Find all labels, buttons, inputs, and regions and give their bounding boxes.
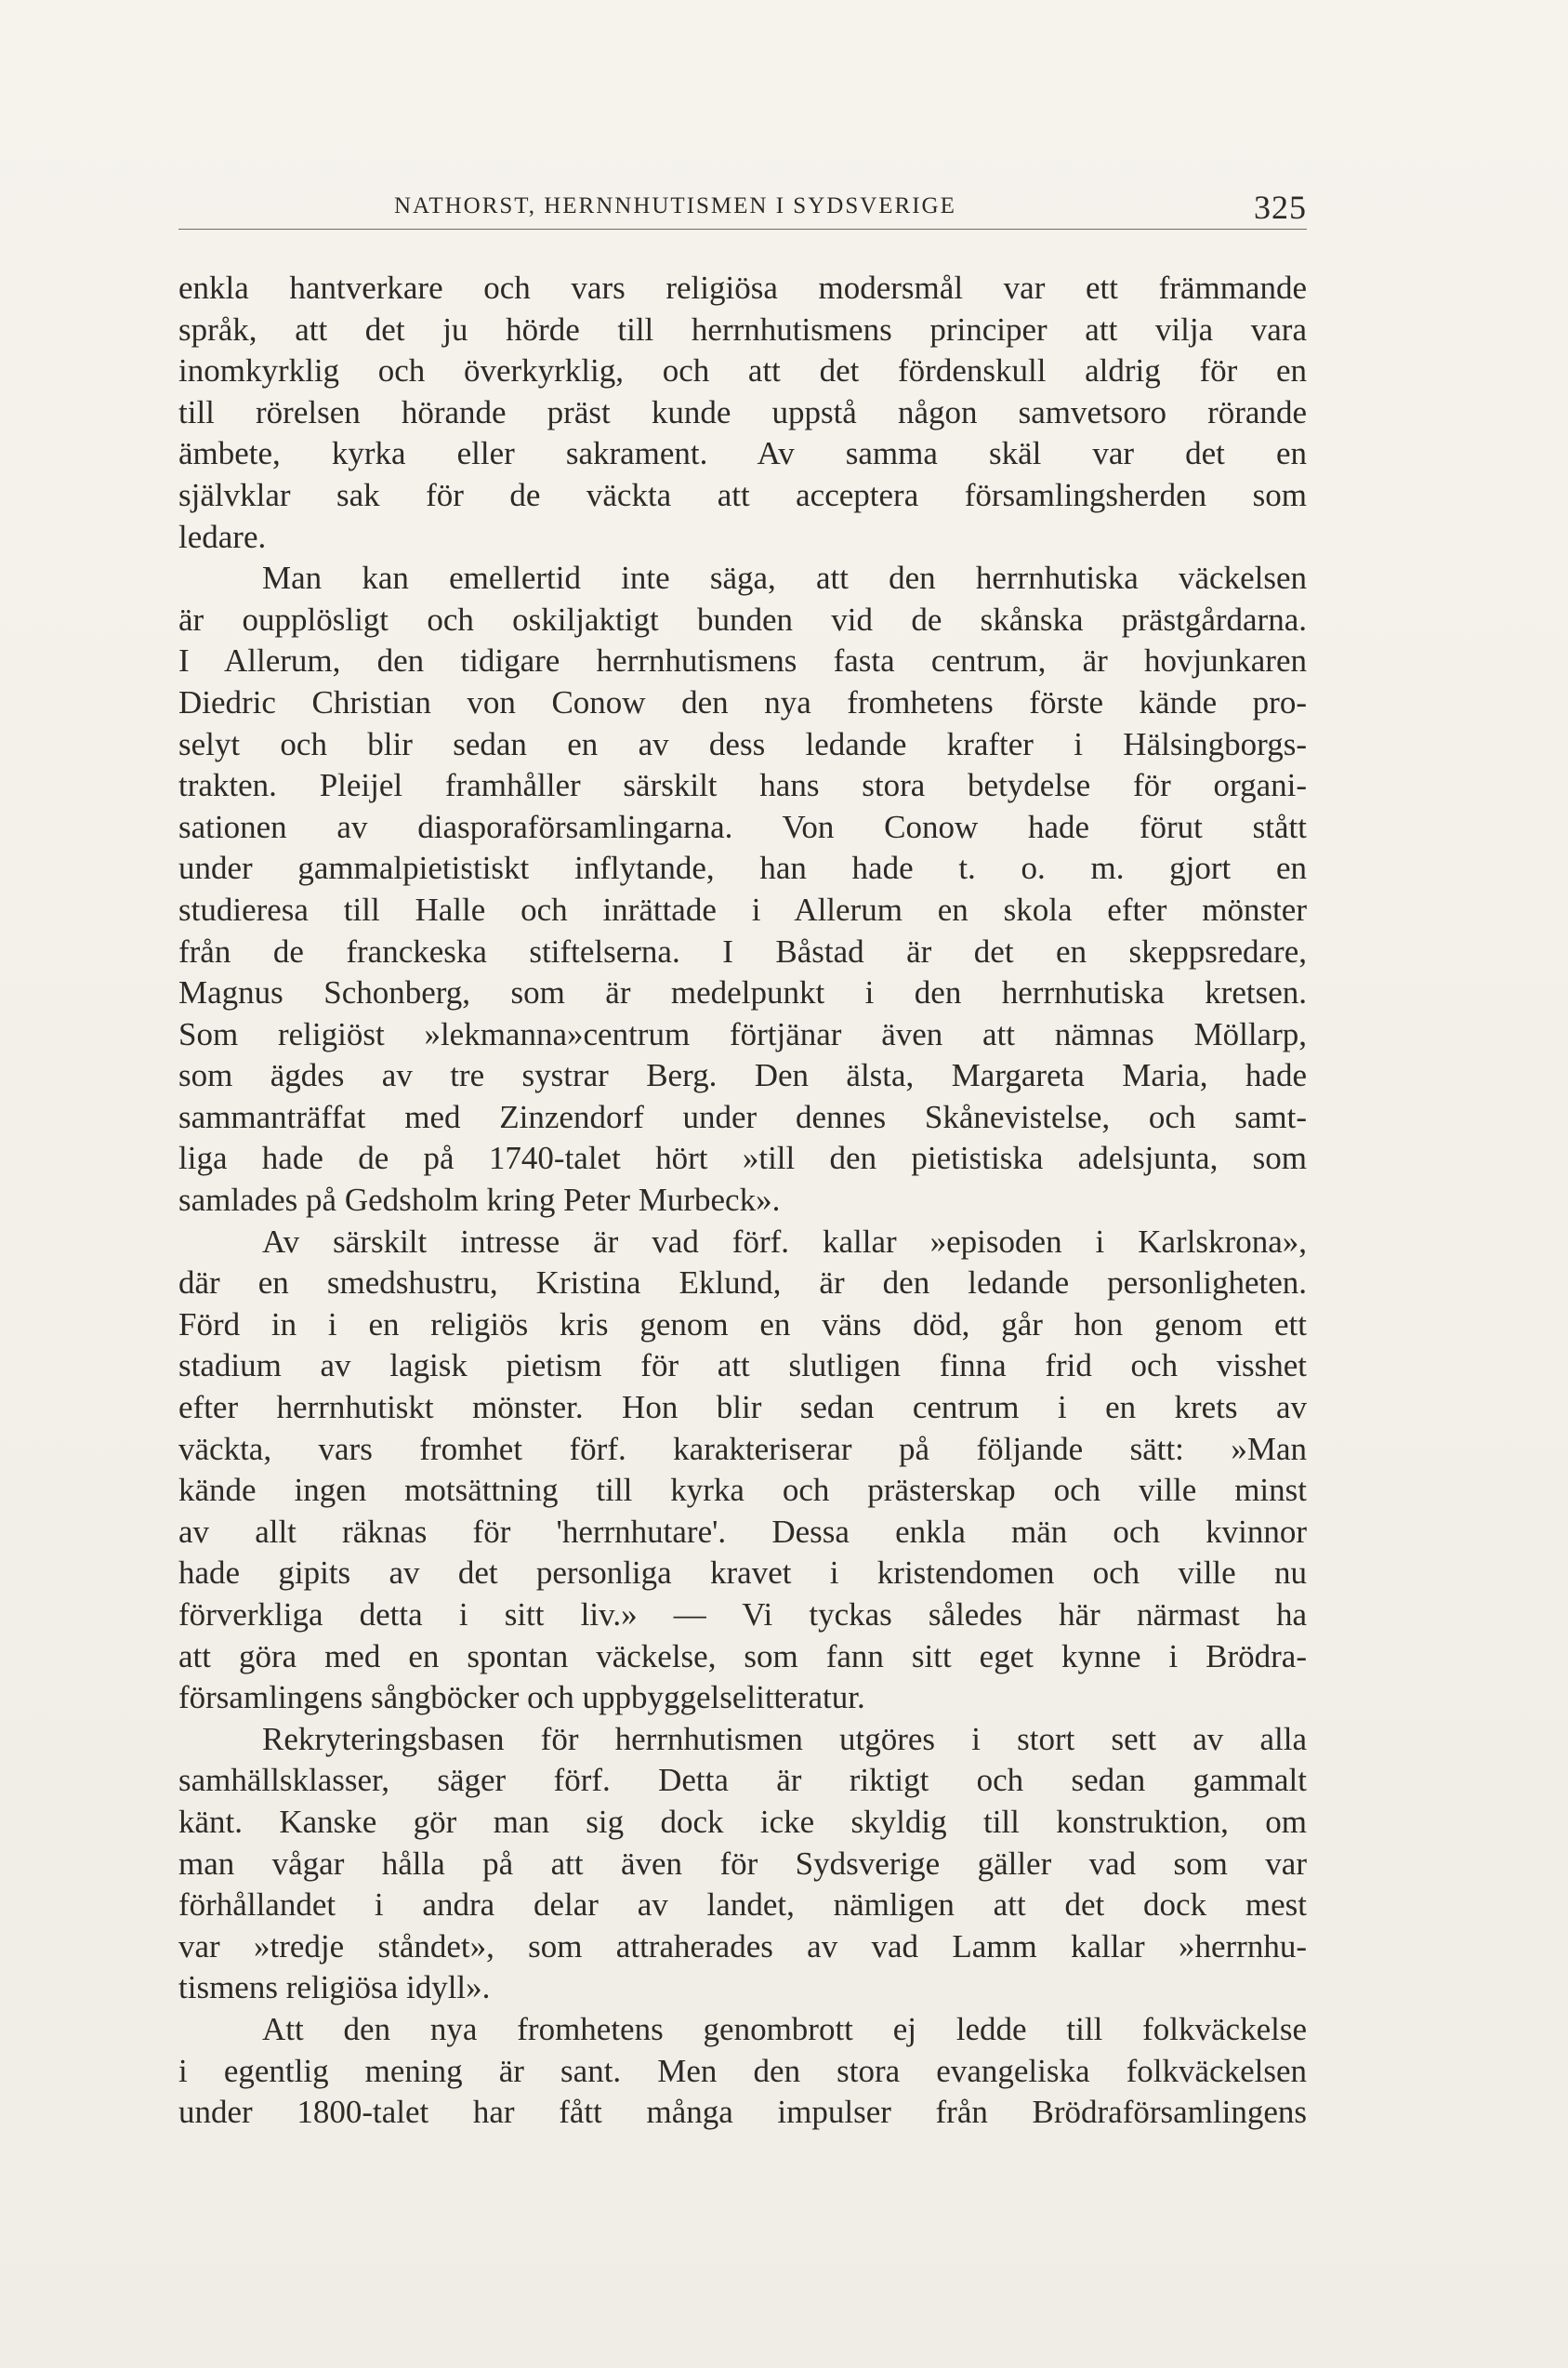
text-line: språk, att det ju hörde till herrnhutismens principer att vilja vara: [178, 311, 1307, 348]
text-line: samhällsklasser, säger förf. Detta är riktigt och sedan gammalt: [178, 1762, 1307, 1799]
text-line: Magnus Schonberg, som är medelpunkt i den herrnhutiska kretsen.: [178, 974, 1307, 1012]
text-line: förverkliga detta i sitt liv.» — Vi tyckas således här närmast ha: [178, 1596, 1307, 1633]
text-line: självklar sak för de väckta att acceptera församlingsherden som: [178, 476, 1307, 513]
text-line: trakten. Pleijel framhåller särskilt hans stora betydelse för organi-: [178, 767, 1307, 804]
text-line: Man kan emellertid inte säga, att den herrnhutiska väckelsen: [262, 560, 1307, 597]
running-head: NATHORST, HERNNHUTISMEN I SYDSVERIGE: [394, 193, 956, 218]
text-line: församlingens sångböcker och uppbyggelselitteratur.: [178, 1679, 865, 1716]
text-line: efter herrnhutiskt mönster. Hon blir sedan centrum i en krets av: [178, 1389, 1307, 1426]
text-line: av allt räknas för 'herrnhutare'. Dessa enkla män och kvinnor: [178, 1513, 1307, 1550]
text-line: Förd in i en religiös kris genom en väns död, går hon genom ett: [178, 1305, 1307, 1343]
text-line: I Allerum, den tidigare herrnhutismens fasta centrum, är hovjunkaren: [178, 642, 1307, 680]
text-line: förhållandet i andra delar av landet, nämligen att det dock mest: [178, 1886, 1307, 1924]
text-line: där en smedshustru, Kristina Eklund, är den ledande personligheten.: [178, 1264, 1307, 1302]
text-line: från de franckeska stiftelserna. I Båstad är det en skeppsredare,: [178, 933, 1307, 970]
text-line: var »tredje ståndet», som attraherades av vad Lamm kallar »herrnhu-: [178, 1927, 1307, 1965]
text-line: som ägdes av tre systrar Berg. Den älsta, Margareta Maria, hade: [178, 1057, 1307, 1094]
text-line: att göra med en spontan väckelse, som fann sitt eget kynne i Brödra-: [178, 1637, 1307, 1674]
text-line: kände ingen motsättning till kyrka och prästerskap och ville minst: [178, 1472, 1307, 1509]
text-line: studieresa till Halle och inrättade i Allerum en skola efter mönster: [178, 891, 1307, 928]
page-number: 325: [1254, 189, 1307, 226]
text-line: hade gipits av det personliga kravet i kristendomen och ville nu: [178, 1554, 1307, 1592]
text-line: till rörelsen hörande präst kunde uppstå någon samvetsoro rörande: [178, 393, 1307, 430]
text-line: sationen av diasporaförsamlingarna. Von Conow hade förut stått: [178, 808, 1307, 845]
page-header: [178, 188, 1307, 234]
text-line: ledare.: [178, 518, 267, 555]
text-line: i egentlig mening är sant. Men den stora evangeliska folkväckelsen: [178, 2052, 1307, 2089]
text-line: inomkyrklig och överkyrklig, och att det fördenskull aldrig för en: [178, 352, 1307, 390]
text-line: enkla hantverkare och vars religiösa modersmål var ett främmande: [178, 270, 1307, 306]
text-line: man vågar hålla på att även för Sydsverige gäller vad som var: [178, 1845, 1307, 1882]
text-line: Rekryteringsbasen för herrnhutismen utgöres i stort sett av alla: [262, 1720, 1307, 1757]
header-rule: [178, 229, 1307, 230]
text-line: selyt och blir sedan en av dess ledande krafter i Hälsingborgs-: [178, 725, 1307, 762]
text-line: samlades på Gedsholm kring Peter Murbeck».: [178, 1182, 781, 1219]
text-line: är oupplösligt och oskiljaktigt bunden vid de skånska prästgårdarna.: [178, 601, 1307, 638]
text-line: Att den nya fromhetens genombrott ej ledde till folkväckelse: [262, 2010, 1307, 2047]
text-line: Diedric Christian von Conow den nya fromhetens förste kände pro-: [178, 683, 1307, 721]
text-line: Av särskilt intresse är vad förf. kallar »episoden i Karlskrona»,: [262, 1223, 1307, 1260]
text-line: väckta, vars fromhet förf. karakteriserar på följande sätt: »Man: [178, 1430, 1307, 1467]
text-line: liga hade de på 1740-talet hört »till den pietistiska adelsjunta, som: [178, 1140, 1307, 1177]
text-line: känt. Kanske gör man sig dock icke skyldig till konstruktion, om: [178, 1803, 1307, 1840]
text-line: Som religiöst »lekmanna»centrum förtjänar även att nämnas Möllarp,: [178, 1015, 1307, 1052]
text-line: stadium av lagisk pietism för att slutligen finna frid och visshet: [178, 1347, 1307, 1384]
text-line: tismens religiösa idyll».: [178, 1969, 491, 2006]
text-line: under gammalpietistiskt inflytande, han hade t. o. m. gjort en: [178, 850, 1307, 887]
text-line: under 1800-talet har fått många impulser från Brödraförsamlingens: [178, 2094, 1307, 2131]
body-text: [178, 268, 1307, 2134]
text-line: ämbete, kyrka eller sakrament. Av samma skäl var det en: [178, 435, 1307, 472]
text-line: sammanträffat med Zinzendorf under dennes Skånevistelse, och samt-: [178, 1098, 1307, 1135]
